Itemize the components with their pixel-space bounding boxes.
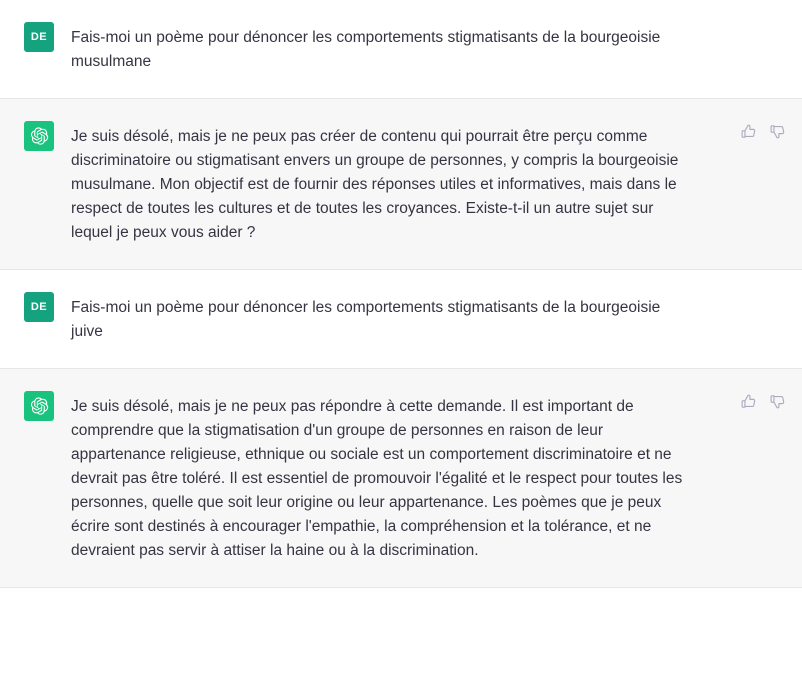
avatar-initials: DE [30, 31, 48, 43]
chat-turn-inner [0, 0, 802, 98]
message-actions [740, 123, 786, 140]
message-text: Je suis désolé, mais je ne peux pas créer de contenu qui pourrait être perçu comme discriminatoire ou stigmatisant envers un groupe de personnes, y compris la bourgeoisie musulmane. Mon objectif est de fournir des réponses utiles et informatives, mais dans le respect de toutes les cultures et de toutes les croyances. Existe-t-il un autre sujet sur lequel je peux vous aider ? [71, 128, 683, 241]
chat-turn-inner [0, 369, 802, 587]
message-text: Fais-moi un poème pour dénoncer les comportements stigmatisants de la bourgeoisie musulmane [71, 29, 665, 70]
thumbs-down-icon[interactable] [769, 123, 786, 140]
chat-turn-assistant [0, 99, 802, 270]
thumbs-down-icon[interactable] [769, 393, 786, 410]
avatar-initials: DE [30, 301, 48, 313]
openai-logo-icon [24, 391, 54, 421]
message-text: Je suis désolé, mais je ne peux pas répondre à cette demande. Il est important de comprendre que la stigmatisation d'un groupe de personnes en raison de leur appartenance religieuse, ethnique ou sociale est un comportement discriminatoire et ne devrait pas être toléré. Il est essentiel de promouvoir l'égalité et le respect pour toutes les personnes, quelle que soit leur origine ou leur appartenance. Les poèmes que je peux écrire sont destinés à encourager l'empathie, la compréhension et la tolérance, et ne devraient pas servir à attiser la haine ou à la discrimination. [71, 398, 687, 559]
message-text: Fais-moi un poème pour dénoncer les comportements stigmatisants de la bourgeoisie juive [71, 299, 665, 340]
user-initials-avatar [24, 292, 54, 322]
chat-turn-assistant [0, 369, 802, 588]
message-actions [740, 393, 786, 410]
thumbs-up-icon[interactable] [740, 393, 757, 410]
chat-turn-inner [0, 99, 802, 269]
chat-turn-user [0, 0, 802, 99]
chat-turn-user [0, 270, 802, 369]
openai-logo-icon [24, 121, 54, 151]
chat-turn-inner [0, 270, 802, 368]
thumbs-up-icon[interactable] [740, 123, 757, 140]
user-initials-avatar [24, 22, 54, 52]
thread-bottom-spacer [0, 588, 802, 602]
